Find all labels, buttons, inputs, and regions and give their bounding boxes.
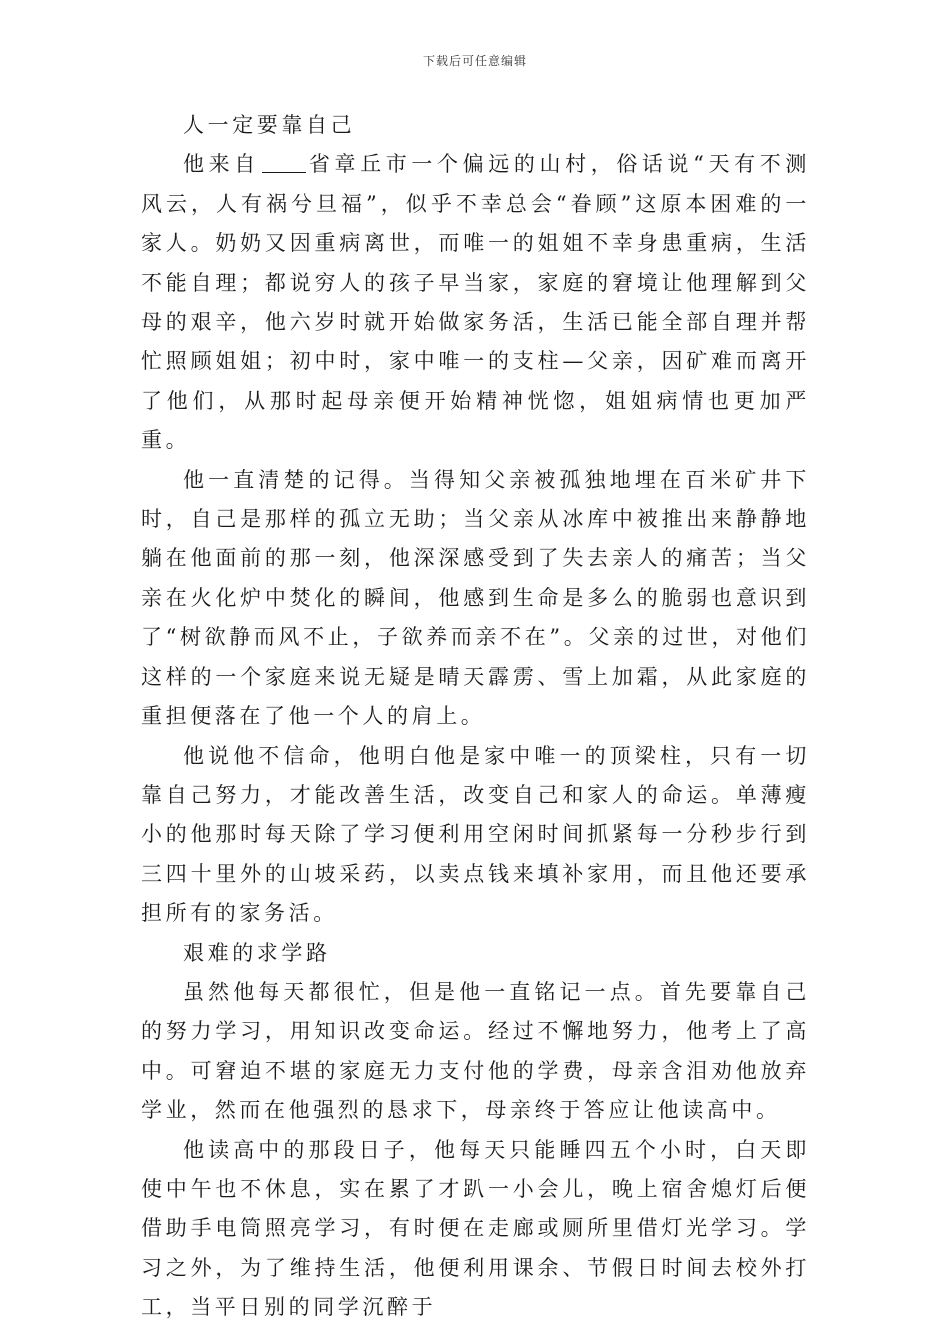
paragraph-1-start: 他来自 [183,152,260,177]
page-header: 下载后可任意编辑 [422,54,527,68]
paragraph-5: 他读高中的那段日子，他每天只能睡四五个小时，白天即使中午也不休息，实在累了才趴一小会儿，晚上宿舍熄灯后便借助手电筒照亮学习，有时便在走廊或厕所里借灯光学习。学习之外，为了维持生活，他便利用课余、节假日时间去校外打工，当平日别的同学沉醉于 [141,1137,810,1320]
paragraph-2: 他一直清楚的记得。当得知父亲被孤独地埋在百米矿井下时，自己是那样的孤立无助；当父亲从冰库中被推出来静静地躺在他面前的那一刻，他深深感受到了失去亲人的痛苦；当父亲在火化炉中焚化的瞬间，他感到生命是多么的脆弱也意识到了“树欲静而风不止，子欲养而亲不在”。父亲的过世，对他们这样的一个家庭来说无疑是晴天霹雳、雪上加霜，从此家庭的重担便落在了他一个人的肩上。 [141,467,810,729]
paragraph-3: 他说他不信命，他明白他是家中唯一的顶梁柱，只有一切靠自己努力，才能改善生活，改变自己和家人的命运。单薄瘦小的他那时每天除了学习便利用空闲时间抓紧每一分秒步行到三四十里外的山坡采药，以卖点钱来填补家用，而且他还要承担所有的家务活。 [141,743,810,926]
paragraph-1 [141,145,810,460]
paragraph-4: 虽然他每天都很忙，但是他一直铭记一点。首先要靠自己的努力学习，用知识改变命运。经过不懈地努力，他考上了高中。可窘迫不堪的家庭无力支付他的学费，母亲含泪劝他放弃学业，然而在他强烈的恳求下，母亲终于答应让他读高中。 [141,979,810,1123]
fill-in-blank [262,152,306,173]
heading-hard-study-road: 艰难的求学路 [183,940,331,965]
document-body [141,106,810,1328]
paragraph-1-rest: 省章丘市一个偏远的山村，俗话说“天有不测风云，人有祸兮旦福”，似乎不幸总会“眷顾”这原本困难的一家人。奶奶又因重病离世，而唯一的姐姐不幸身患重病，生活不能自理；都说穷人的孩子早当家，家庭的窘境让他理解到父母的艰辛，他六岁时就开始做家务活，生活已能全部自理并帮忙照顾姐姐；初中时，家中唯一的支柱—父亲，因矿难而离开了他们，从那时起母亲便开始精神恍惚，姐姐病情也更加严重。 [141,152,810,453]
heading-rely-on-self: 人一定要靠自己 [183,113,356,137]
